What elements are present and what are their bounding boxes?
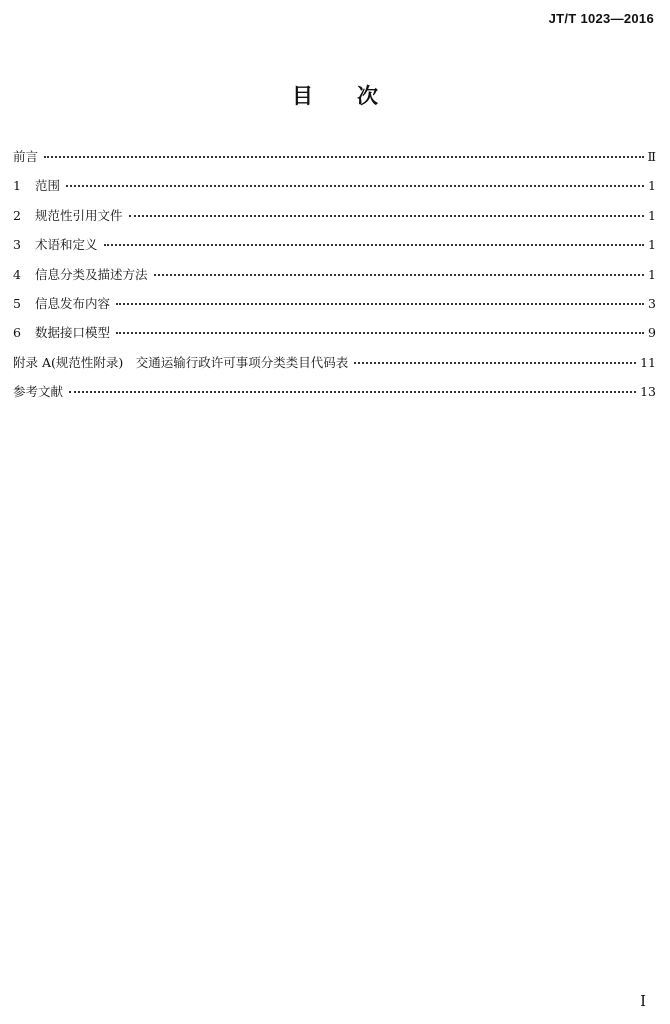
dot-leader — [354, 362, 636, 364]
toc-entry-number: 4 — [13, 266, 21, 282]
toc-entry-title: 前言 — [13, 149, 39, 164]
toc-entry-number: 2 — [13, 207, 21, 223]
dot-leader — [129, 215, 644, 217]
page-number: I — [640, 992, 646, 1010]
toc-entry-number: 3 — [13, 237, 21, 253]
toc-entry-classification[interactable] — [13, 265, 656, 294]
toc-entry-data-interface[interactable] — [13, 323, 656, 352]
toc-entry-title: 术语和定义 — [35, 237, 98, 253]
toc-entry-number: 5 — [13, 295, 21, 311]
toc-entry-title: 信息分类及描述方法 — [35, 266, 148, 282]
toc-entry-bibliography[interactable] — [13, 382, 656, 411]
toc-entry-title: 附录 A(规范性附录) 交通运输行政许可事项分类类目代码表 — [13, 354, 349, 370]
dot-leader — [44, 156, 643, 158]
toc-entry-page: 9 — [648, 325, 656, 341]
table-of-contents — [13, 147, 656, 412]
toc-entry-number: 6 — [13, 325, 21, 341]
standard-code: JT/T 1023—2016 — [548, 11, 654, 26]
dot-leader — [116, 303, 644, 305]
toc-entry-normative-references[interactable] — [13, 206, 656, 235]
dot-leader — [154, 274, 644, 276]
toc-entry-number: 1 — [13, 178, 21, 194]
toc-entry-title: 数据接口模型 — [35, 325, 111, 341]
dot-leader — [116, 332, 644, 334]
toc-entry-page: 1 — [648, 237, 656, 253]
toc-entry-title: 规范性引用文件 — [35, 207, 123, 223]
toc-entry-page: 1 — [648, 207, 656, 223]
toc-entry-foreword[interactable] — [13, 147, 656, 176]
toc-entry-page: 13 — [640, 384, 656, 400]
toc-entry-title: 参考文献 — [13, 384, 64, 400]
toc-entry-page: 1 — [648, 178, 656, 194]
toc-entry-page: 11 — [640, 354, 656, 370]
toc-entry-appendix-a[interactable] — [13, 353, 656, 382]
toc-entry-page: 3 — [648, 295, 656, 311]
toc-entry-page: 1 — [648, 266, 656, 282]
toc-entry-page: Ⅱ — [647, 149, 656, 164]
toc-entry-scope[interactable] — [13, 176, 656, 205]
dot-leader — [69, 391, 636, 393]
toc-entry-title: 范围 — [35, 178, 61, 194]
toc-entry-publication-content[interactable] — [13, 294, 656, 323]
toc-entry-terms-definitions[interactable] — [13, 235, 656, 264]
dot-leader — [66, 185, 644, 187]
page-title: 目次 — [292, 84, 422, 108]
dot-leader — [104, 244, 644, 246]
toc-entry-title: 信息发布内容 — [35, 295, 111, 311]
